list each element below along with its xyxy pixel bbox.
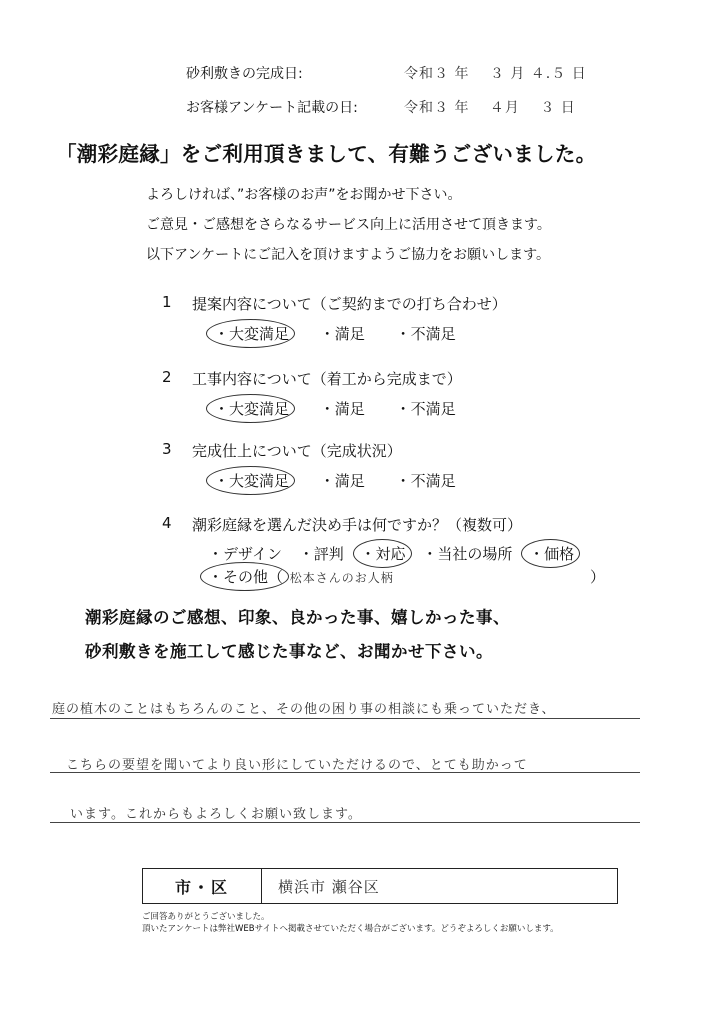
footer-note: ご回答ありがとうございました。 xyxy=(142,912,270,922)
option-satisfied[interactable]: ・満足 xyxy=(319,325,365,343)
comment-text: 庭の植木のことはもちろんのこと、その他の困り事の相談にも乗っていただき、 xyxy=(52,702,556,717)
comment-text: こちらの要望を聞いてより良い形にしていただけるので、とても助かって xyxy=(66,758,528,773)
comment-rule xyxy=(50,718,640,719)
question-text: 潮彩庭縁を選んだ決め手は何ですか？（複数可） xyxy=(192,516,523,534)
comment-rule xyxy=(50,822,640,823)
option-location[interactable]: ・当社の場所 xyxy=(422,545,513,563)
question-number: 2 xyxy=(162,368,172,386)
question-options xyxy=(214,398,482,419)
option-price[interactable]: ・価格 xyxy=(529,545,575,563)
comment-prompt-line: 潮彩庭縁のご感想、印象、良かった事、嬉しかった事、 xyxy=(85,608,510,627)
question-number: 1 xyxy=(162,293,172,311)
option-other-value: 松本さんのお人柄 xyxy=(289,571,394,585)
question-options xyxy=(214,323,482,344)
question-text: 工事内容について（着工から完成まで） xyxy=(192,370,462,388)
option-service[interactable]: ・対応 xyxy=(360,545,406,563)
comment-prompt-line: 砂利敷きを施工して感じた事など、お聞かせ下さい。 xyxy=(85,642,493,661)
city-value[interactable]: 横浜市 瀬谷区 xyxy=(278,877,380,896)
survey-date-label: お客様アンケート記載の日: xyxy=(186,100,358,116)
comment-text: います。これからもよろしくお願い致します。 xyxy=(70,807,362,822)
option-design[interactable]: ・デザイン xyxy=(208,545,282,563)
question-number: 3 xyxy=(162,440,172,458)
option-satisfied[interactable]: ・満足 xyxy=(319,400,365,418)
option-reputation[interactable]: ・評判 xyxy=(298,545,344,563)
option-other[interactable]: ・その他（ xyxy=(208,568,284,586)
option-other-row xyxy=(208,566,394,587)
completion-date-value: 令和３ 年 ３ 月 ４.５ 日 xyxy=(404,66,587,82)
question-text: 提案内容について（ご契約までの打ち合わせ） xyxy=(192,295,507,313)
city-field xyxy=(142,868,618,904)
comment-rule xyxy=(50,772,640,773)
intro-line: ご意見・ご感想をさらなるサービス向上に活用させて頂きます。 xyxy=(146,217,551,233)
footer-note: 頂いたアンケートは弊社WEBサイトへ掲載させていただく場合がございます。どうぞよろしくお願いします。 xyxy=(142,924,559,934)
question-options xyxy=(208,543,586,564)
option-dissatisfied[interactable]: ・不満足 xyxy=(395,472,456,490)
option-dissatisfied[interactable]: ・不満足 xyxy=(395,400,456,418)
intro-line: よろしければ、”お客様のお声”をお聞かせ下さい。 xyxy=(146,187,462,203)
question-number: 4 xyxy=(162,514,172,532)
option-satisfied[interactable]: ・満足 xyxy=(319,472,365,490)
intro-line: 以下アンケートにご記入を頂けますようご協力をお願いします。 xyxy=(146,247,551,263)
completion-date-label: 砂利敷きの完成日: xyxy=(186,66,303,82)
question-options xyxy=(214,470,482,491)
question-text: 完成仕上について（完成状況） xyxy=(192,442,402,460)
option-dissatisfied[interactable]: ・不満足 xyxy=(395,325,456,343)
option-very-satisfied[interactable]: ・大変満足 xyxy=(214,325,290,343)
survey-date-value: 令和３ 年 ４月 ３ 日 xyxy=(404,100,576,116)
thank-you-headline: 「潮彩庭縁」をご利用頂きまして、有難うございました。 xyxy=(56,142,597,166)
option-other-close: ） xyxy=(590,568,606,586)
option-very-satisfied[interactable]: ・大変満足 xyxy=(214,400,290,418)
option-very-satisfied[interactable]: ・大変満足 xyxy=(214,472,290,490)
city-label: 市・区 xyxy=(143,869,262,903)
